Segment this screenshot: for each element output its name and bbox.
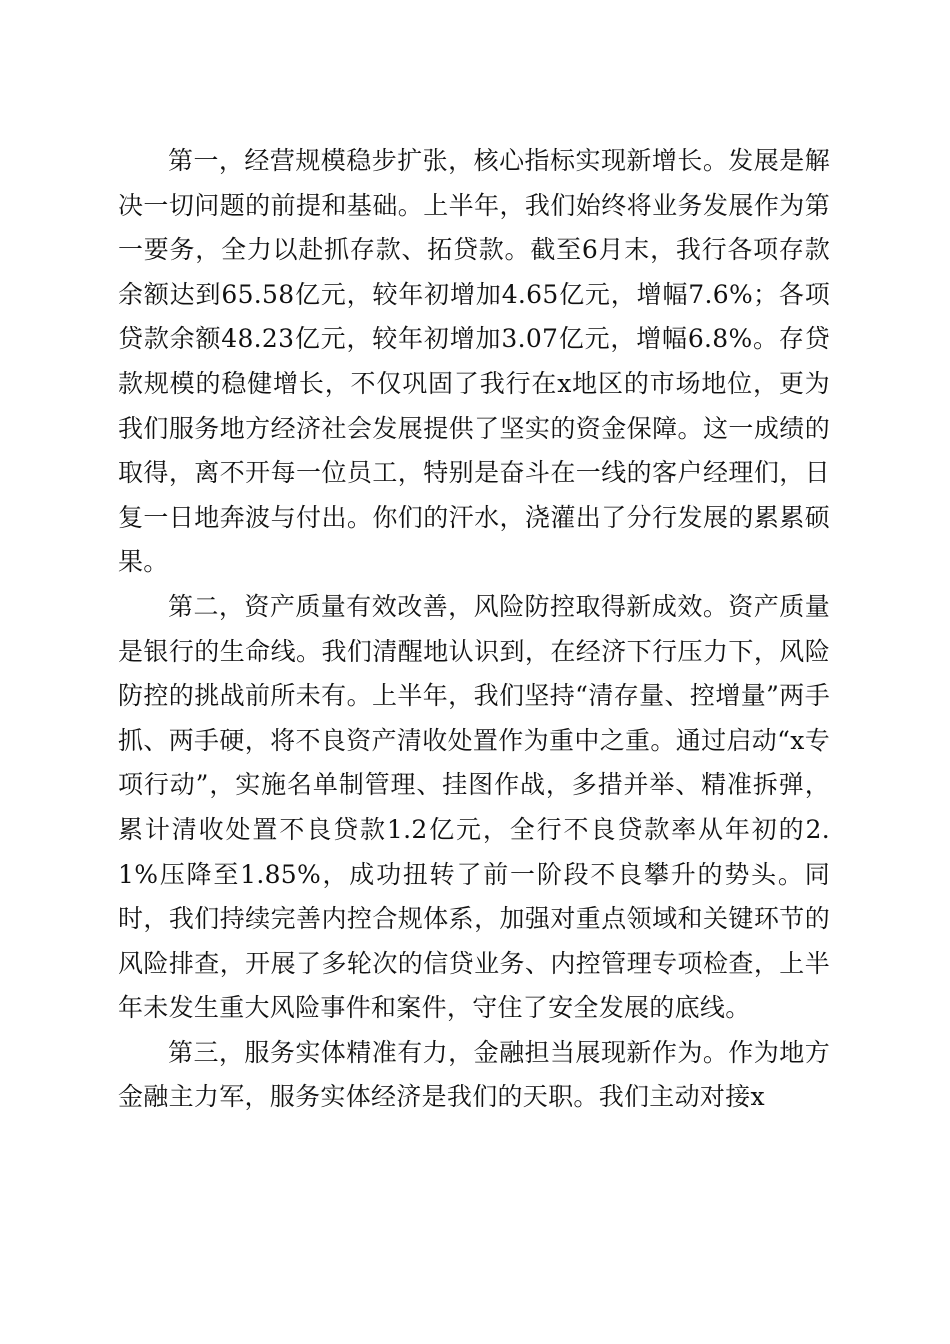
paragraph-3-lead: 第三，服务实体精准有力，金融担当展现新作为。 <box>168 1037 729 1067</box>
paragraph-1 <box>118 139 830 585</box>
paragraph-1-body: 发展是解决一切问题的前提和基础。上半年，我们始终将业务发展作为第一要务，全力以赴抓存款、拓贷款。截至6月末，我行各项存款余额达到65.58亿元，较年初增加4.65亿元，增幅7.6%；各项贷款余额48.23亿元，较年初增加3.07亿元，增幅6.8%。存贷款规模的稳健增长，不仅巩固了我行在x地区的市场地位，更为我们服务地方经济社会发展提供了坚实的资金保障。这一成绩的取得，离不开每一位员工，特别是奋斗在一线的客户经理们，日复一日地奔波与付出。你们的汗水，浇灌出了分行发展的累累硕果。 <box>118 146 830 577</box>
document-body <box>118 139 830 1120</box>
paragraph-3-body: 作为地方金融主力军，服务实体经济是我们的天职。我们主动对接x <box>118 1037 830 1112</box>
paragraph-3 <box>118 1031 830 1120</box>
paragraph-1-lead: 第一，经营规模稳步扩张，核心指标实现新增长。 <box>168 146 729 175</box>
paragraph-2 <box>118 585 830 1031</box>
paragraph-2-body: 资产质量是银行的生命线。我们清醒地认识到，在经济下行压力下，风险防控的挑战前所未有。上半年，我们坚持“清存量、控增量”两手抓、两手硬，将不良资产清收处置作为重中之重。通过启动“x专项行动”，实施名单制管理、挂图作战，多措并举、精准拆弹，累计清收处置不良贷款1.2亿元，全行不良贷款率从年初的2.1%压降至1.85%，成功扭转了前一阶段不良攀升的势头。同时，我们持续完善内控合规体系，加强对重点领域和关键环节的风险排查，开展了多轮次的信贷业务、内控管理专项检查，上半年未发生重大风险事件和案件，守住了安全发展的底线。 <box>118 591 830 1023</box>
paragraph-2-lead: 第二，资产质量有效改善，风险防控取得新成效。 <box>168 591 729 621</box>
